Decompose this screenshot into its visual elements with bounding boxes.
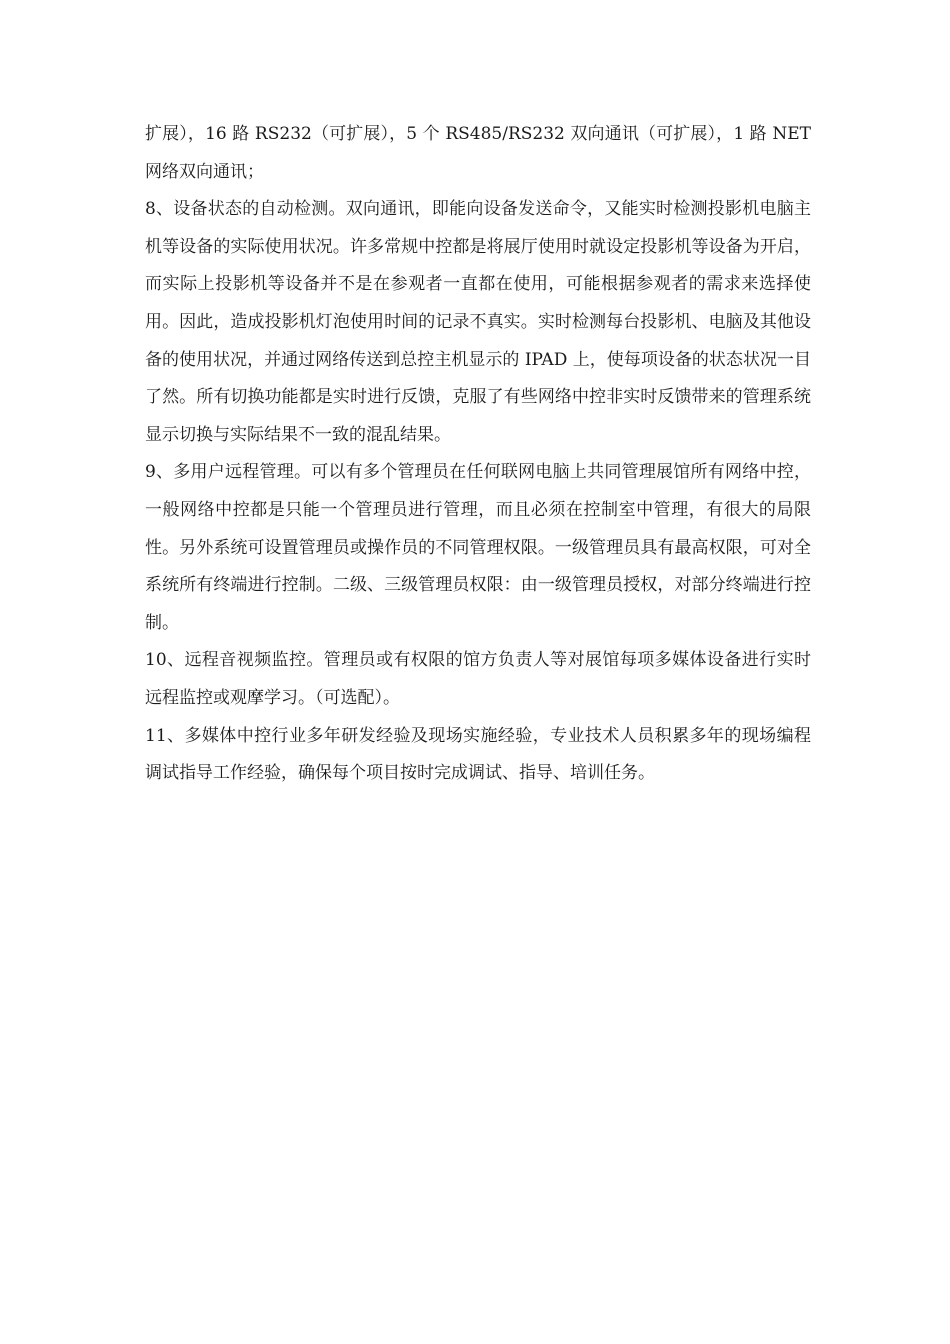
paragraph-item-11: 11、多媒体中控行业多年研发经验及现场实施经验，专业技术人员积累多年的现场编程调试指导工作经验，确保每个项目按时完成调试、指导、培训任务。 — [145, 725, 811, 784]
document-body — [145, 116, 811, 793]
paragraph-continuation: 扩展），16 路 RS232（可扩展），5 个 RS485/RS232 双向通讯（可扩展），1 路 NET 网络双向通讯； — [145, 124, 811, 182]
paragraph-item-9: 9、多用户远程管理。可以有多个管理员在任何联网电脑上共同管理展馆所有网络中控，一般网络中控都是只能一个管理员进行管理，而且必须在控制室中管理，有很大的局限性。另外系统可设置管理员或操作员的不同管理权限。一级管理员具有最高权限，可对全系统所有终端进行控制。二级、三级管理员权限：由一级管理员授权，对部分终端进行控制。 — [145, 462, 811, 633]
paragraph-item-10: 10、远程音视频监控。管理员或有权限的馆方负责人等对展馆每项多媒体设备进行实时远程监控或观摩学习。（可选配）。 — [145, 650, 811, 708]
paragraph-item-8: 8、设备状态的自动检测。双向通讯，即能向设备发送命令，又能实时检测投影机电脑主机等设备的实际使用状况。许多常规中控都是将展厅使用时就设定投影机等设备为开启，而实际上投影机等设备并不是在参观者一直都在使用，可能根据参观者的需求来选择使用。因此，造成投影机灯泡使用时间的记录不真实。实时检测每台投影机、电脑及其他设备的使用状况，并通过网络传送到总控主机显示的 IPAD 上，使每项设备的状态状况一目了然。所有切换功能都是实时进行反馈，克服了有些网络中控非实时反馈带来的管理系统显示切换与实际结果不一致的混乱结果。 — [145, 199, 811, 445]
